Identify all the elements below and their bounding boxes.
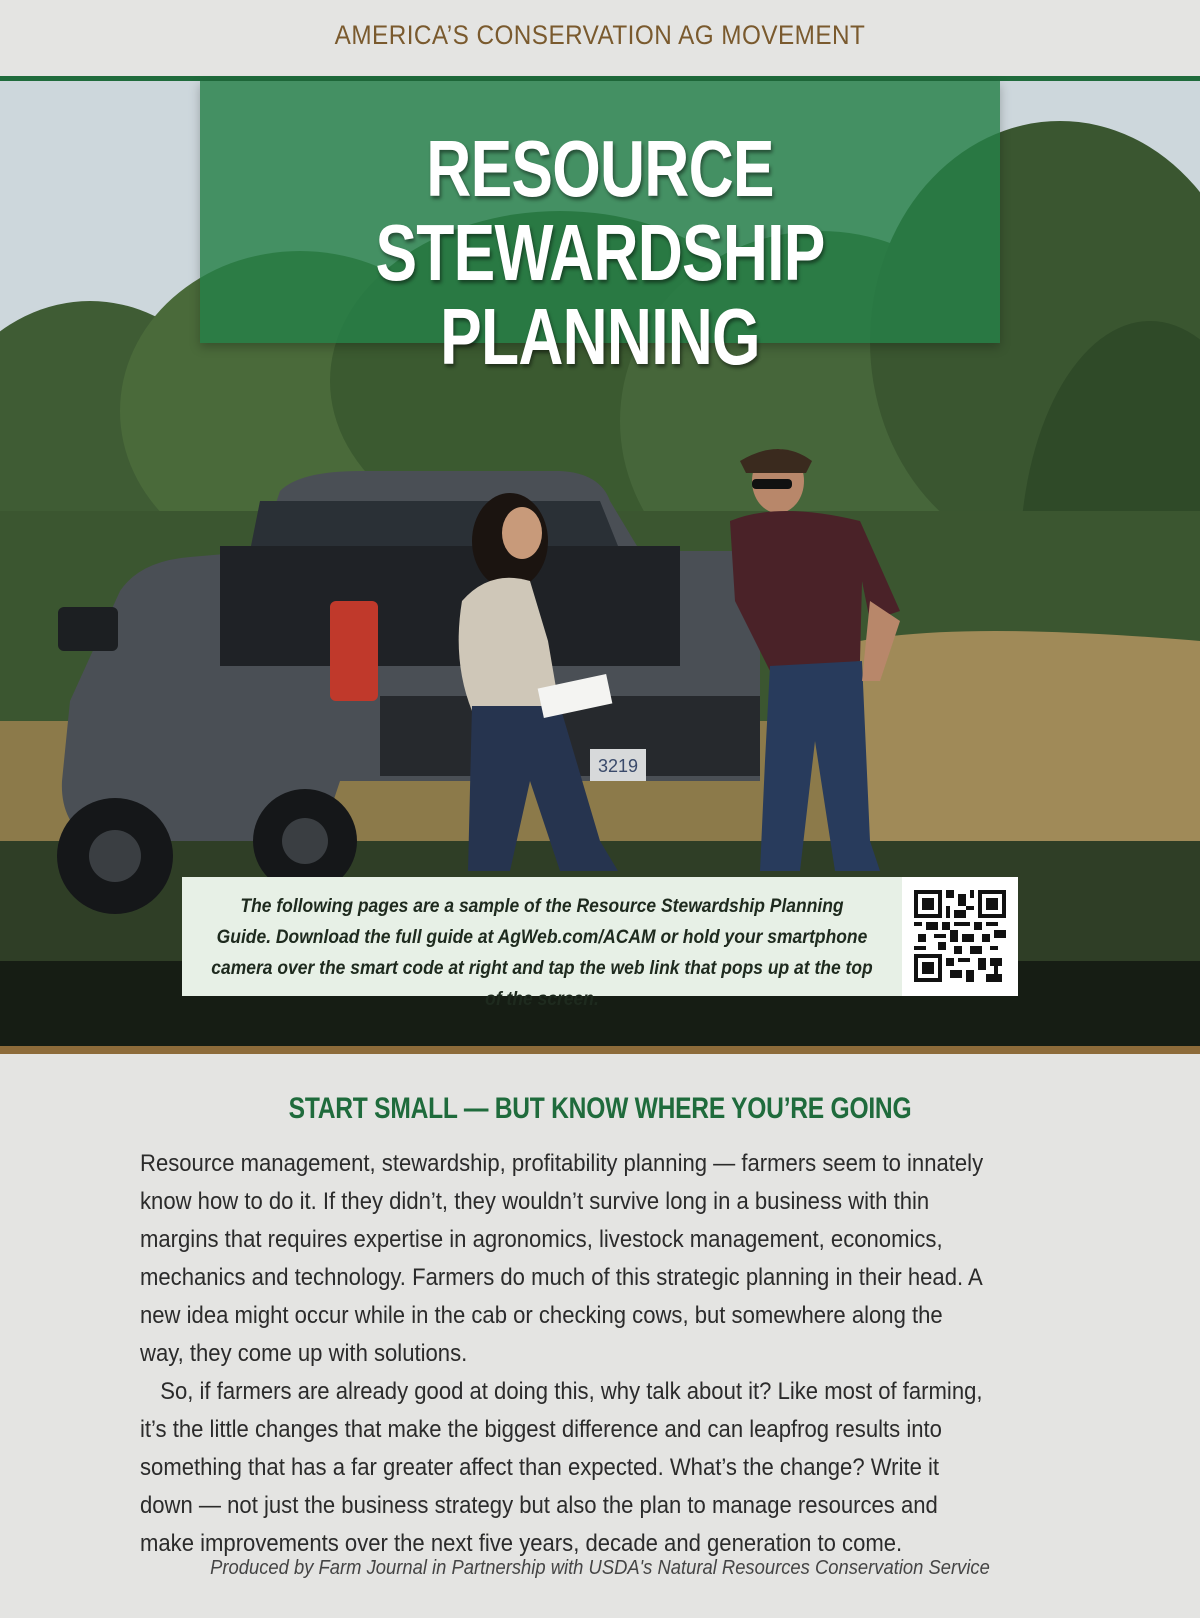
download-caption-box	[182, 877, 1018, 1010]
download-caption-text: The following pages are a sample of the Resource Stewardship Planning Guide. Download the full guide at AgWeb.com/ACAM or hold your smartphone camera over the smart code at right and tap the web link that pops up at the top of the screen.	[211, 896, 873, 1010]
qr-code-container[interactable]	[902, 877, 1018, 996]
page-title-line-2: PLANNING	[440, 292, 760, 381]
footer-credit: Produced by Farm Journal in Partnership with USDA's Natural Resources Conservation Service	[210, 1557, 990, 1579]
page-title-line-1: RESOURCE STEWARDSHIP	[375, 124, 825, 297]
article-paragraph-2: So, if farmers are already good at doing this, why talk about it? Like most of farming, it’s the little changes that make the biggest difference and can leapfrog results into something that has a far greater affect than expected. What’s the change? Write it down — not just the business strategy but also the plan to manage resources and make improvements over the next five years, decade and generation to come.	[140, 1378, 983, 1557]
masthead-title: AMERICA’S CONSERVATION AG MOVEMENT	[334, 20, 866, 50]
article-body	[140, 1145, 991, 1563]
qr-code-icon[interactable]	[914, 889, 1006, 983]
hero-divider	[0, 1046, 1200, 1054]
title-banner	[200, 81, 1000, 381]
section-heading: START SMALL — BUT KNOW WHERE YOU’RE GOING	[288, 1092, 912, 1125]
truck-license-plate: 3219	[597, 756, 639, 776]
masthead	[0, 0, 1200, 78]
article-paragraph-1: Resource management, stewardship, profitability planning — farmers seem to innately know how to do it. If they didn’t, they wouldn’t survive long in a business with thin margins that requires expertise in agronomics, livestock management, economics, mechanics and technology. Farmers do much of this strategic planning in their head. A new idea might occur while in the cab or checking cows, but somewhere along the way, they come up with solutions.	[140, 1150, 984, 1367]
